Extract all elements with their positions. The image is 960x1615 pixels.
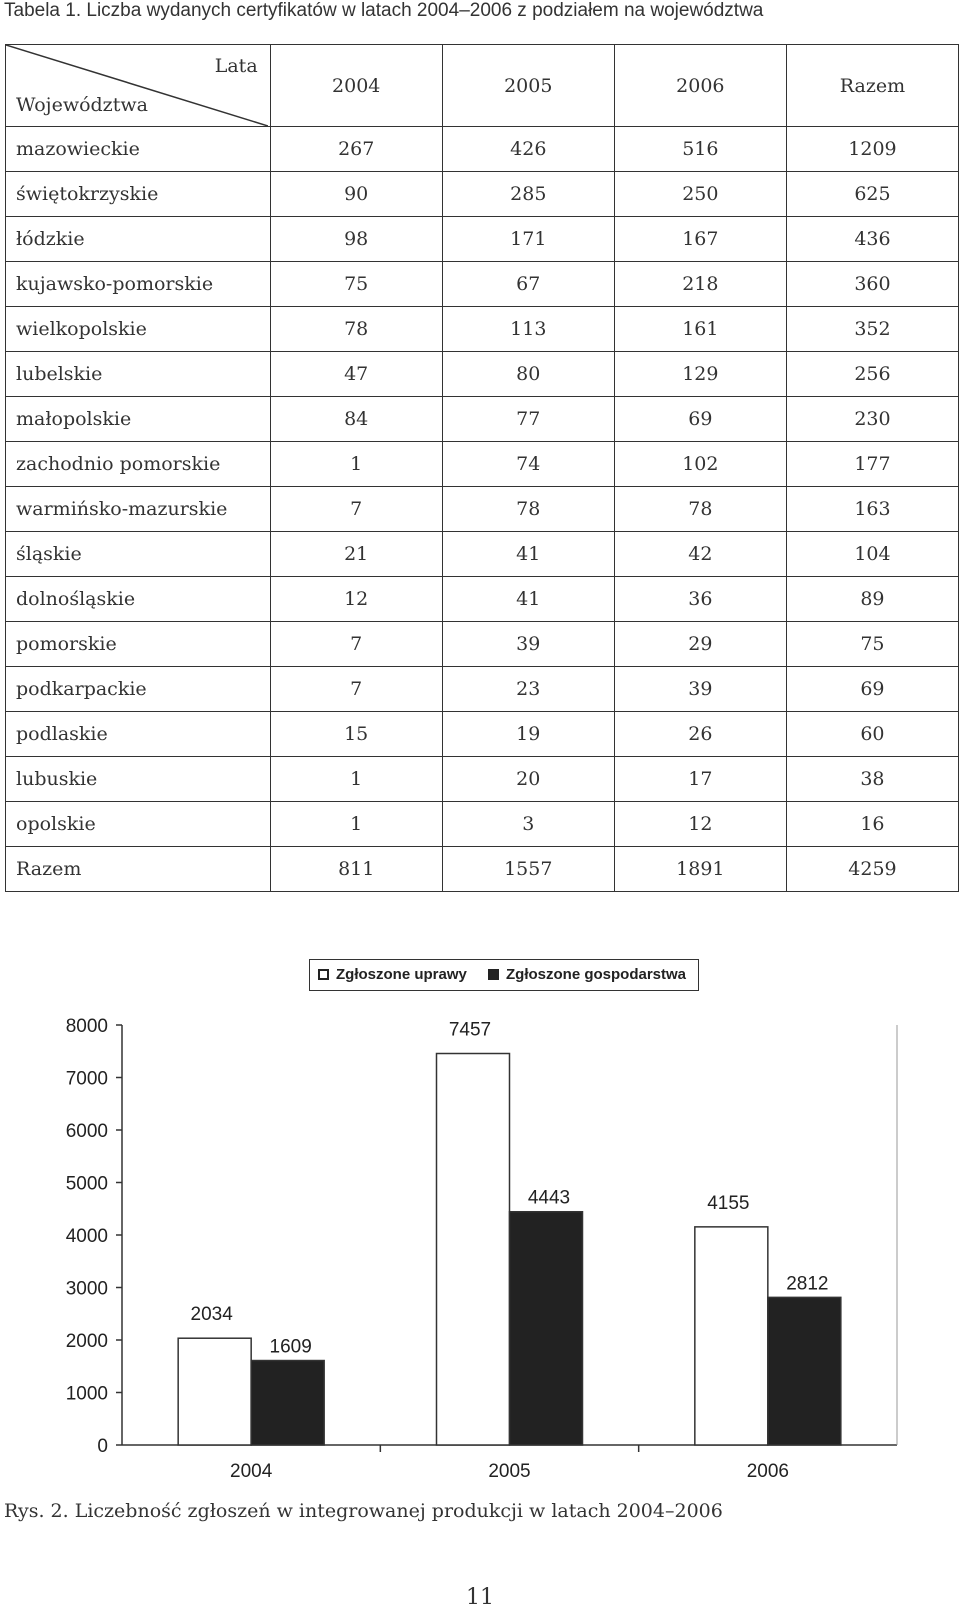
y-tick-label: 4000 [65, 1226, 108, 1247]
table-cell: 16 [786, 802, 958, 847]
table-cell: 78 [270, 307, 442, 352]
y-tick-label: 8000 [65, 1016, 108, 1037]
corner-label-voivodeships: Województwa [16, 94, 148, 116]
table-cell: 163 [786, 487, 958, 532]
row-label: mazowieckie [6, 127, 271, 172]
y-tick-label: 5000 [65, 1173, 108, 1195]
table-cell: 256 [786, 352, 958, 397]
table-cell: 84 [270, 397, 442, 442]
table-cell: 78 [614, 487, 786, 532]
table-cell: 60 [786, 712, 958, 757]
table-cell: 7 [270, 667, 442, 712]
table-cell: 75 [786, 622, 958, 667]
table-cell: 23 [442, 667, 614, 712]
row-label: dolnośląskie [6, 577, 271, 622]
y-tick-label: 1000 [65, 1383, 108, 1405]
table-row [6, 262, 959, 307]
x-tick-label: 2006 [746, 1461, 789, 1480]
legend-swatch-uprawy [318, 969, 329, 980]
table-row [6, 127, 959, 172]
table-cell: 47 [270, 352, 442, 397]
table-cell: 161 [614, 307, 786, 352]
row-label: opolskie [6, 802, 271, 847]
table-cell: 1891 [614, 847, 786, 892]
bar-chart [0, 1000, 960, 1480]
data-label: 7457 [448, 1019, 492, 1041]
table-cell: 42 [614, 532, 786, 577]
table-cell: 285 [442, 172, 614, 217]
table-cell: 15 [270, 712, 442, 757]
bar-uprawy [178, 1338, 251, 1445]
table-row [6, 442, 959, 487]
table-cell: 21 [270, 532, 442, 577]
row-label: wielkopolskie [6, 307, 271, 352]
table-cell: 250 [614, 172, 786, 217]
table-row [6, 487, 959, 532]
table-cell: 80 [442, 352, 614, 397]
table-cell: 7 [270, 487, 442, 532]
table-cell: 1 [270, 757, 442, 802]
table-cell: 41 [442, 577, 614, 622]
row-label: świętokrzyskie [6, 172, 271, 217]
table-row [6, 847, 959, 892]
row-label: Razem [6, 847, 271, 892]
table-row [6, 217, 959, 262]
bar-gospodarstwa [510, 1212, 583, 1445]
table-cell: 436 [786, 217, 958, 262]
table-cell: 75 [270, 262, 442, 307]
table-cell: 811 [270, 847, 442, 892]
table-cell: 167 [614, 217, 786, 262]
table-cell: 102 [614, 442, 786, 487]
row-label: łódzkie [6, 217, 271, 262]
table-row [6, 712, 959, 757]
table-cell: 29 [614, 622, 786, 667]
y-tick-label: 3000 [65, 1278, 108, 1300]
table-cell: 352 [786, 307, 958, 352]
y-tick-label: 2000 [65, 1331, 108, 1352]
data-label: 1609 [269, 1336, 312, 1358]
data-label: 4155 [707, 1192, 750, 1214]
bar-gospodarstwa [251, 1361, 324, 1445]
row-label: podlaskie [6, 712, 271, 757]
y-tick-label: 7000 [65, 1068, 108, 1090]
row-label: warmińsko-mazurskie [6, 487, 271, 532]
table-cell: 69 [786, 667, 958, 712]
table-cell: 77 [442, 397, 614, 442]
table-cell: 98 [270, 217, 442, 262]
table-cell: 74 [442, 442, 614, 487]
x-tick-label: 2005 [488, 1461, 531, 1480]
table-caption: Tabela 1. Liczba wydanych certyfikatów w latach 2004–2006 z podziałem na województwa [4, 0, 764, 21]
table-cell: 1557 [442, 847, 614, 892]
table-cell: 104 [786, 532, 958, 577]
bar-uprawy [695, 1227, 768, 1445]
table-row [6, 307, 959, 352]
table-cell: 360 [786, 262, 958, 307]
table-cell: 20 [442, 757, 614, 802]
data-label: 2034 [190, 1304, 233, 1326]
table-cell: 516 [614, 127, 786, 172]
row-label: śląskie [6, 532, 271, 577]
table-cell: 625 [786, 172, 958, 217]
table-cell: 26 [614, 712, 786, 757]
table-cell: 1 [270, 442, 442, 487]
data-label: 2812 [786, 1273, 829, 1295]
column-header: 2004 [270, 45, 442, 127]
table-row [6, 532, 959, 577]
table-cell: 67 [442, 262, 614, 307]
table-cell: 1209 [786, 127, 958, 172]
table-cell: 17 [614, 757, 786, 802]
table-cell: 3 [442, 802, 614, 847]
legend-label-gospodarstwa: Zgłoszone gospodarstwa [506, 966, 687, 983]
table-cell: 90 [270, 172, 442, 217]
table-cell: 4259 [786, 847, 958, 892]
corner-label-years: Lata [214, 55, 258, 77]
table-cell: 39 [614, 667, 786, 712]
row-label: pomorskie [6, 622, 271, 667]
table-row [6, 397, 959, 442]
y-tick-label: 0 [97, 1436, 108, 1457]
table-cell: 113 [442, 307, 614, 352]
table-cell: 230 [786, 397, 958, 442]
table-cell: 36 [614, 577, 786, 622]
table-cell: 12 [614, 802, 786, 847]
table-row [6, 667, 959, 712]
table-row [6, 622, 959, 667]
column-header: Razem [786, 45, 958, 127]
table-cell: 19 [442, 712, 614, 757]
page-number: 11 [466, 1585, 494, 1610]
row-label: podkarpackie [6, 667, 271, 712]
table-cell: 89 [786, 577, 958, 622]
table-cell: 41 [442, 532, 614, 577]
row-label: lubuskie [6, 757, 271, 802]
table-cell: 7 [270, 622, 442, 667]
table-row [6, 352, 959, 397]
column-header: 2005 [442, 45, 614, 127]
bar-uprawy [437, 1054, 510, 1445]
table-header-row [6, 45, 959, 127]
chart-legend [309, 959, 699, 991]
table-cell: 12 [270, 577, 442, 622]
table-cell: 129 [614, 352, 786, 397]
row-label: kujawsko-pomorskie [6, 262, 271, 307]
table-cell: 38 [786, 757, 958, 802]
table-cell: 218 [614, 262, 786, 307]
table-row [6, 757, 959, 802]
table-cell: 39 [442, 622, 614, 667]
table-cell: 426 [442, 127, 614, 172]
legend-swatch-gospodarstwa [488, 969, 499, 980]
table-row [6, 802, 959, 847]
table-body [6, 127, 959, 892]
certificates-table [5, 44, 959, 892]
row-label: małopolskie [6, 397, 271, 442]
corner-header [6, 45, 271, 127]
legend-label-uprawy: Zgłoszone uprawy [336, 966, 467, 983]
table-cell: 78 [442, 487, 614, 532]
bar-gospodarstwa [768, 1297, 841, 1445]
table-cell: 69 [614, 397, 786, 442]
table-cell: 267 [270, 127, 442, 172]
table-cell: 177 [786, 442, 958, 487]
y-tick-label: 6000 [65, 1121, 108, 1142]
row-label: lubelskie [6, 352, 271, 397]
figure-caption: Rys. 2. Liczebność zgłoszeń w integrowanej produkcji w latach 2004–2006 [4, 1500, 723, 1522]
x-tick-label: 2004 [230, 1461, 273, 1480]
data-label: 4443 [527, 1187, 571, 1209]
table-cell: 171 [442, 217, 614, 262]
column-header: 2006 [614, 45, 786, 127]
row-label: zachodnio pomorskie [6, 442, 271, 487]
table-row [6, 172, 959, 217]
table-row [6, 577, 959, 622]
table-cell: 1 [270, 802, 442, 847]
